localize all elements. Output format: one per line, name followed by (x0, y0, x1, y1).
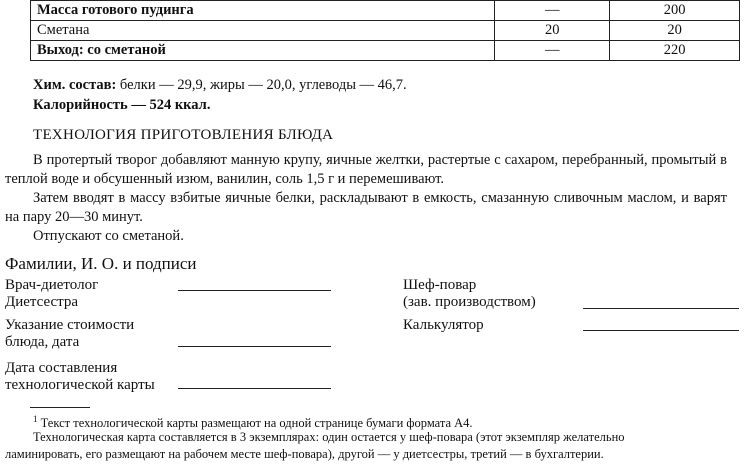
table-row (31, 41, 740, 61)
row-name: Масса готового пудинга (31, 1, 495, 21)
chef-signature-line (583, 308, 739, 309)
paragraph: Отпускают со сметаной. (33, 228, 184, 244)
chem-label: Хим. состав: (33, 77, 117, 93)
paragraph: Затем вводят в массу взбитые яичные белки, раскладывают в емкость, смазанную сливочным маслом, и варят на пару 20—30 минут. (5, 190, 727, 225)
chef-label-2: (зав. производством) (403, 294, 536, 310)
price-label-2: блюда, дата (5, 334, 80, 350)
nurse-label: Диетсестра (5, 294, 79, 310)
date-label-2: технологической карты (5, 377, 155, 393)
footnote-line-2: Технологическая карта составляется в 3 экземплярах: один остается у шеф-повара (этот экземпляр желательно (33, 430, 625, 444)
section-title: ТЕХНОЛОГИЯ ПРИГОТОВЛЕНИЯ БЛЮДА (33, 127, 334, 143)
table-row (31, 21, 740, 41)
calc-label: Калькулятор (403, 317, 484, 333)
signatures-heading: Фамилии, И. О. и подписи (5, 254, 197, 273)
date-signature-line (178, 388, 331, 389)
calc-signature-line (583, 330, 739, 331)
row-gross: — (495, 1, 610, 21)
doctor-signature-line (178, 290, 331, 291)
doctor-label: Врач-диетолог (5, 277, 99, 293)
chef-label: Шеф-повар (403, 277, 477, 293)
chem-text: белки — 29,9, жиры — 20,0, углеводы — 46,7. (116, 77, 407, 93)
row-name: Сметана (31, 21, 495, 41)
date-label: Дата составления (5, 360, 118, 376)
row-net: 200 (610, 1, 740, 21)
row-name: Выход: со сметаной (31, 41, 495, 61)
price-signature-line (178, 346, 331, 347)
row-net: 20 (610, 21, 740, 41)
table-row (31, 1, 740, 21)
footnote-mark: 1 (33, 414, 38, 424)
row-net: 220 (610, 41, 740, 61)
calories: Калорийность — 524 ккал. (33, 97, 211, 113)
row-gross: 20 (495, 21, 610, 41)
paragraph: В протертый творог добавляют манную крупу, яичные желтки, растертые с сахаром, перебранный, промытый в теплой воде и обсушенный изюм, ванилин, соль 1,5 г и перемешивают. (5, 152, 727, 187)
footnote-rule (30, 407, 90, 408)
price-label: Указание стоимости (5, 317, 135, 333)
chem-composition (33, 77, 407, 94)
recipe-table (30, 0, 740, 61)
footnote-line-1: $^1$ Текст технологической карты размещают на одной странице бумаги формата А4. (33, 414, 473, 431)
footnote-line-3: ламинировать, его размещают на рабочем месте шеф-повара), другой — у диетсестры, третий — в бухгалтерии. (5, 447, 604, 461)
row-gross: — (495, 41, 610, 61)
